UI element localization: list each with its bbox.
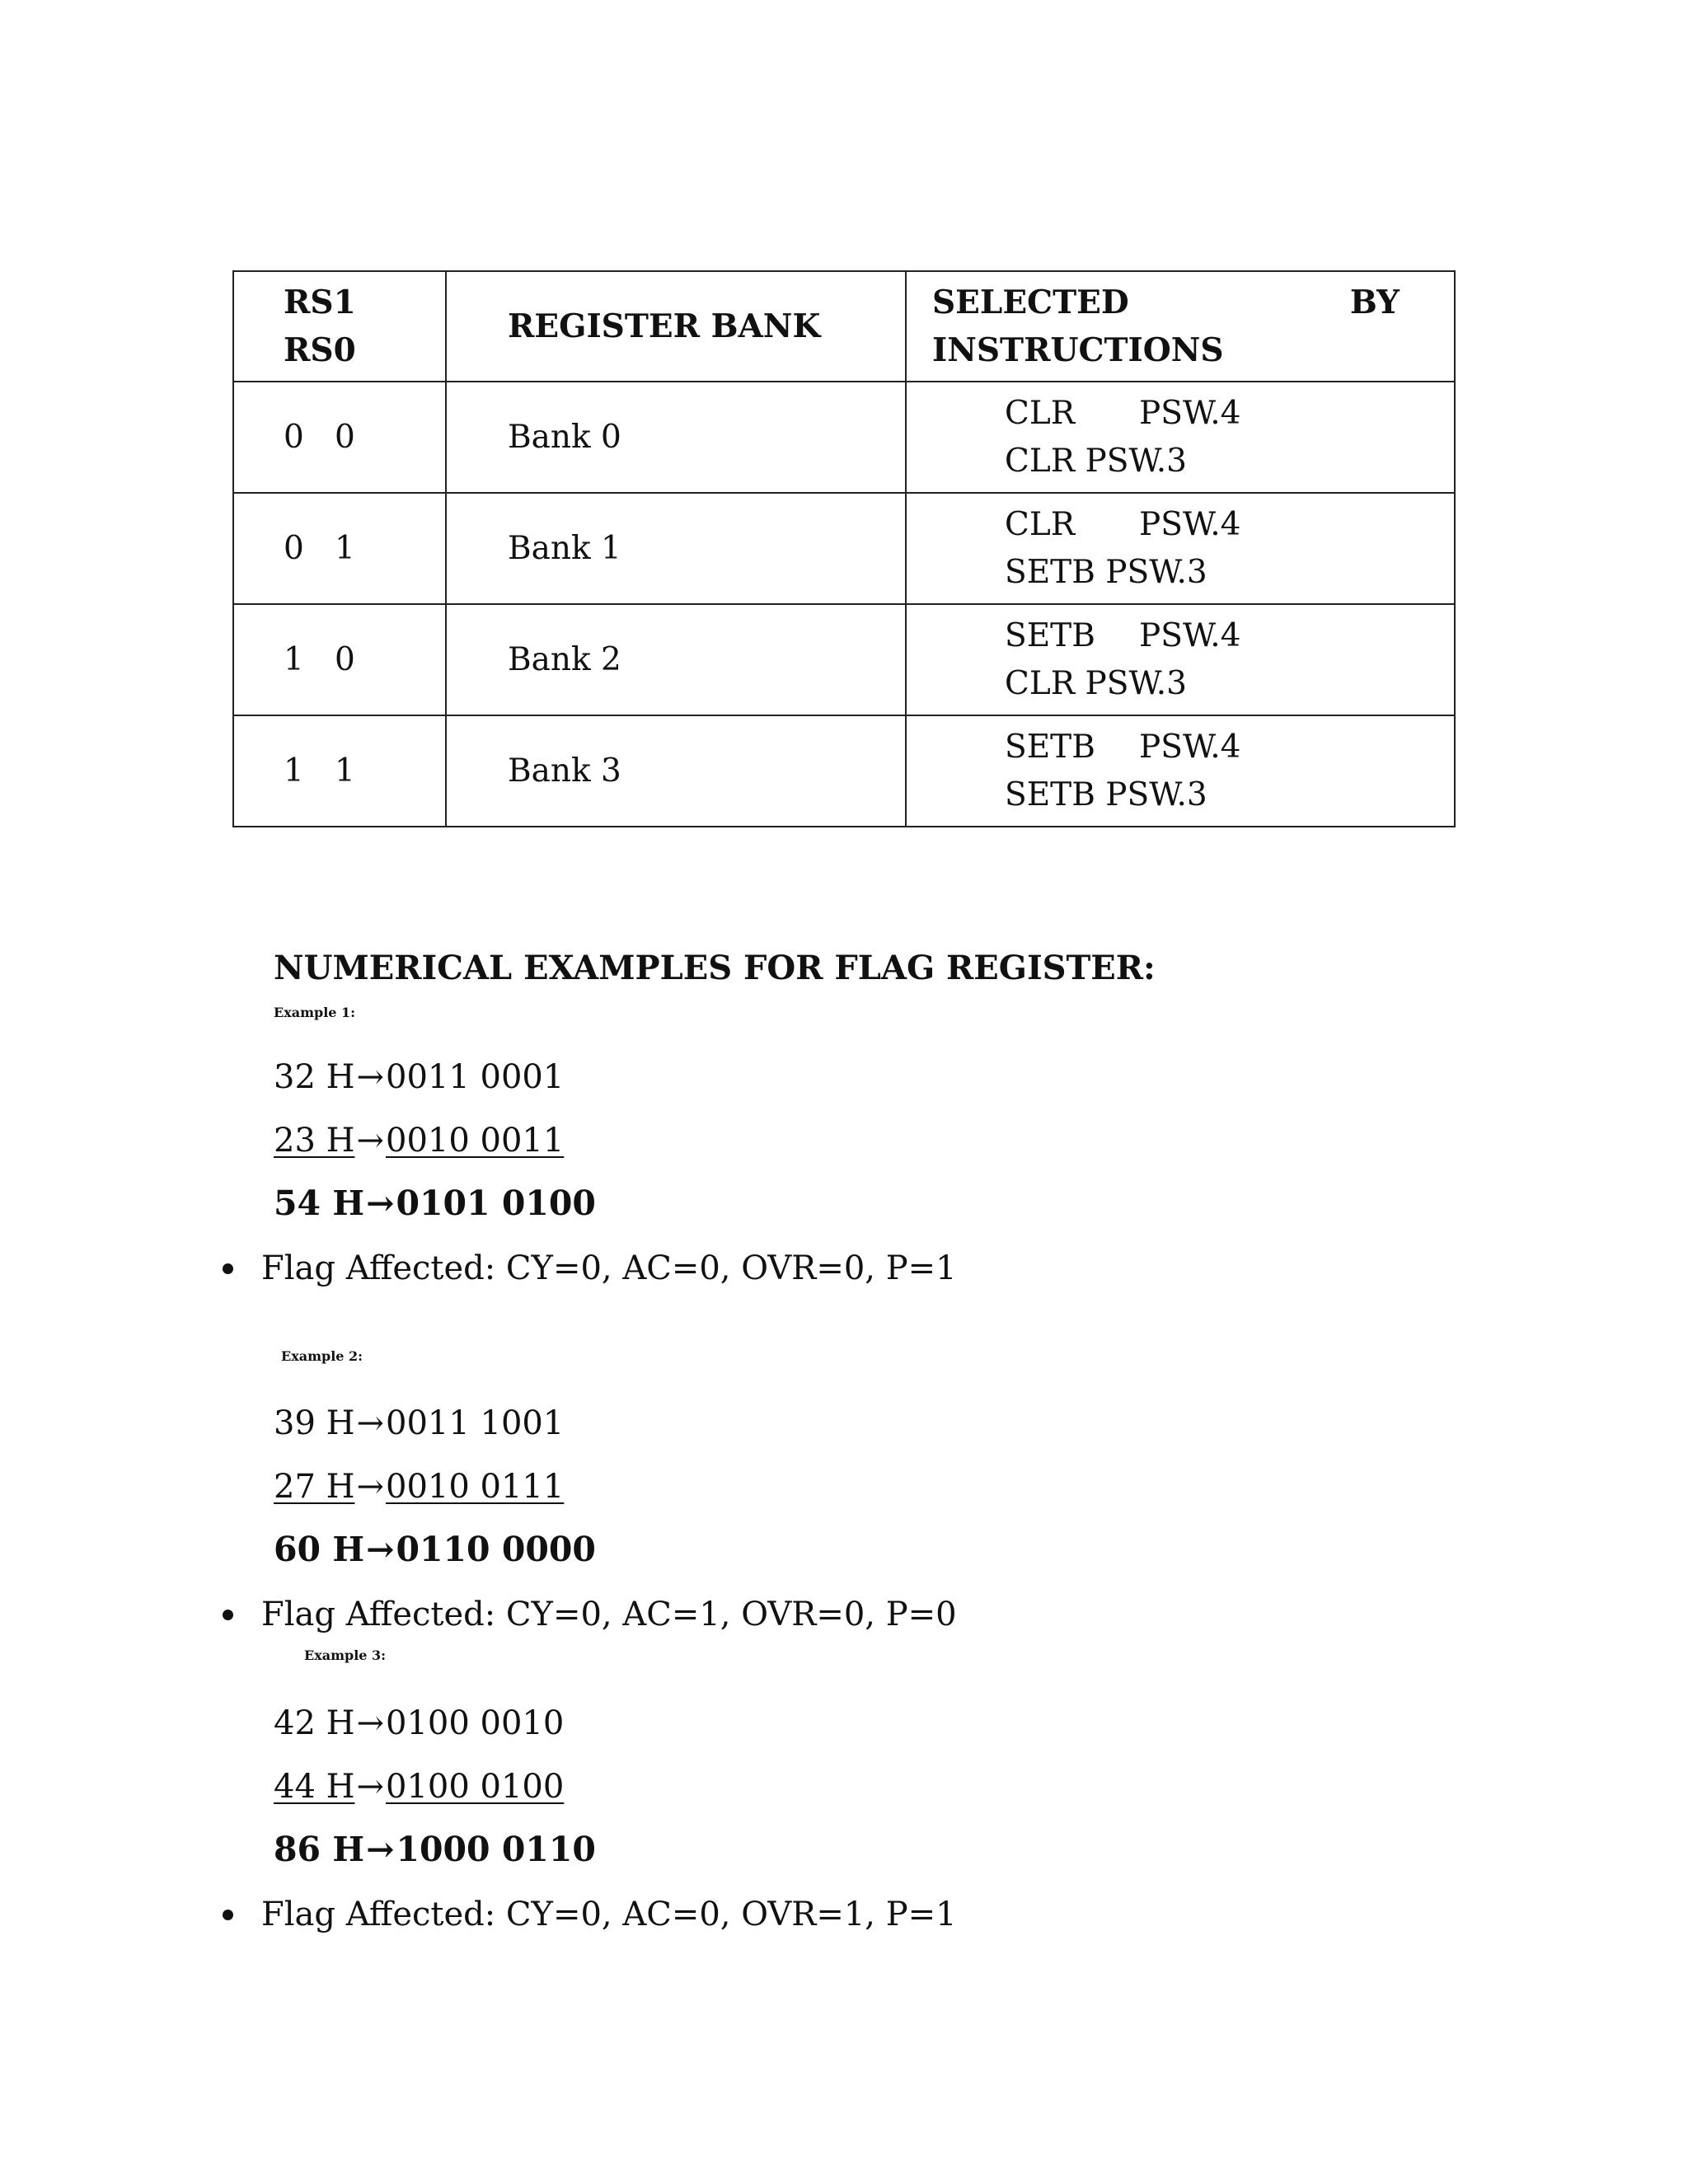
rs0-value: 1 (335, 529, 355, 567)
rs0-value: 1 (335, 752, 355, 790)
operand-hex: 32 H (274, 1058, 355, 1096)
table-row (233, 715, 1455, 827)
right-arrow-icon: → (356, 1768, 385, 1806)
right-arrow-icon: → (366, 1530, 395, 1569)
table-row (233, 493, 1455, 604)
operand-binary: 0010 0011 (386, 1122, 565, 1160)
instruction-line-2: CLR PSW.3 (1005, 664, 1187, 702)
sum-hex: 60 H (274, 1530, 365, 1569)
example-1-title: Example 1: (274, 1005, 356, 1020)
instruction-arg: PSW.4 (1139, 394, 1241, 432)
bank-name-cell: Bank 2 (446, 604, 906, 715)
right-arrow-icon: → (366, 1183, 395, 1223)
instruction-op: CLR (1005, 505, 1076, 543)
instruction-line-1 (1005, 390, 1454, 438)
example-1-flags (223, 1246, 957, 1291)
flags-text: Flag Affected: CY=0, AC=0, OVR=1, P=1 (261, 1896, 957, 1933)
instruction-line-2: SETB PSW.3 (1005, 776, 1207, 813)
bank-name-cell: Bank 3 (446, 715, 906, 827)
operand-hex: 39 H (274, 1404, 355, 1442)
header-selected-by-instructions (906, 271, 1455, 382)
instructions-cell (906, 604, 1455, 715)
instruction-arg: PSW.4 (1139, 728, 1241, 766)
instruction-line-2: SETB PSW.3 (1005, 553, 1207, 591)
operand-hex: 23 H (274, 1122, 355, 1160)
operand-hex: 27 H (274, 1468, 355, 1506)
instruction-line-2: CLR PSW.3 (1005, 442, 1187, 480)
operand-binary: 0011 0001 (386, 1058, 565, 1096)
rs1-value: 1 (284, 640, 304, 678)
rs-bits-cell (233, 382, 446, 493)
example-2-title: Example 2: (281, 1348, 363, 1364)
sum-binary: 0101 0100 (396, 1183, 596, 1223)
rs1-value: 1 (284, 752, 304, 790)
rs0-value: 0 (335, 418, 355, 456)
sum-hex: 86 H (274, 1830, 365, 1869)
example-2-flags (223, 1592, 957, 1637)
header-selected-word: SELECTED (932, 284, 1129, 321)
bank-name-cell: Bank 0 (446, 382, 906, 493)
rs-bits-cell (233, 493, 446, 604)
example-1-operand-2 (274, 1118, 564, 1163)
example-2-operand-1 (274, 1401, 564, 1446)
instruction-arg: PSW.4 (1139, 505, 1241, 543)
header-rs0: RS0 (284, 331, 356, 369)
table-header-row (233, 271, 1455, 382)
header-rs-cell (233, 271, 446, 382)
rs-bits-cell (233, 715, 446, 827)
bank-name-cell: Bank 1 (446, 493, 906, 604)
section-title: NUMERICAL EXAMPLES FOR FLAG REGISTER: (274, 949, 1156, 987)
operand-hex: 44 H (274, 1768, 355, 1806)
bullet-icon (223, 1263, 233, 1274)
rs1-value: 0 (284, 529, 304, 567)
instruction-line-1 (1005, 501, 1454, 549)
instructions-cell (906, 715, 1455, 827)
register-bank-table (232, 270, 1456, 827)
rs0-value: 0 (335, 640, 355, 678)
example-1-operand-1 (274, 1055, 564, 1099)
example-1-sum (274, 1181, 596, 1226)
instruction-op: SETB (1005, 616, 1095, 654)
header-selected-line (932, 279, 1454, 326)
operand-binary: 0010 0111 (386, 1468, 565, 1506)
example-3-sum (274, 1827, 596, 1872)
example-2-operand-2 (274, 1465, 564, 1509)
instruction-op: SETB (1005, 728, 1095, 766)
sum-binary: 0110 0000 (396, 1530, 596, 1569)
example-3-operand-2 (274, 1765, 564, 1809)
rs1-value: 0 (284, 418, 304, 456)
operand-binary: 0011 1001 (386, 1404, 565, 1442)
example-2-sum (274, 1527, 596, 1572)
instruction-op: CLR (1005, 394, 1076, 432)
example-3-flags (223, 1892, 957, 1937)
instruction-line-1 (1005, 724, 1454, 771)
operand-binary: 0100 0100 (386, 1768, 565, 1806)
right-arrow-icon: → (356, 1468, 385, 1506)
instructions-cell (906, 493, 1455, 604)
header-by-word: BY (1349, 284, 1400, 321)
header-instructions-word: INSTRUCTIONS (932, 331, 1224, 369)
instructions-cell (906, 382, 1455, 493)
right-arrow-icon: → (356, 1122, 385, 1160)
example-3-title: Example 3: (304, 1647, 387, 1663)
right-arrow-icon: → (356, 1058, 385, 1096)
sum-hex: 54 H (274, 1183, 365, 1223)
table-row (233, 604, 1455, 715)
bullet-icon (223, 1910, 233, 1920)
flags-text: Flag Affected: CY=0, AC=1, OVR=0, P=0 (261, 1596, 957, 1633)
header-rs1: RS1 (284, 284, 356, 321)
example-3-operand-1 (274, 1701, 564, 1746)
right-arrow-icon: → (366, 1830, 395, 1869)
instruction-arg: PSW.4 (1139, 616, 1241, 654)
operand-hex: 42 H (274, 1704, 355, 1742)
bullet-icon (223, 1610, 233, 1620)
flags-text: Flag Affected: CY=0, AC=0, OVR=0, P=1 (261, 1249, 957, 1287)
header-register-bank: REGISTER BANK (446, 271, 906, 382)
instruction-line-1 (1005, 612, 1454, 660)
right-arrow-icon: → (356, 1404, 385, 1442)
sum-binary: 1000 0110 (396, 1830, 596, 1869)
table-row (233, 382, 1455, 493)
rs-bits-cell (233, 604, 446, 715)
right-arrow-icon: → (356, 1704, 385, 1742)
operand-binary: 0100 0010 (386, 1704, 565, 1742)
